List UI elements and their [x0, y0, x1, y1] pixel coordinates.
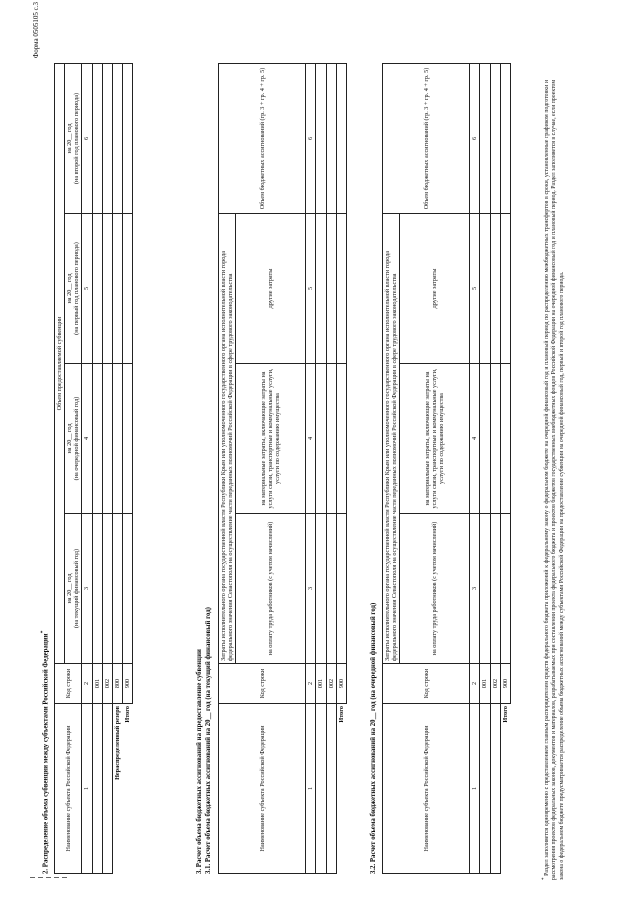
row-code: 002 — [490, 664, 500, 704]
table-cell — [122, 63, 132, 213]
rotated-document — [30, 0, 610, 880]
year-d-label: на 20__ год — [66, 123, 74, 154]
table-cell — [122, 514, 132, 664]
table-header-row — [219, 64, 236, 874]
column-header-wages: на оплату труда работников (с учетом начислений) — [400, 514, 470, 664]
column-header-code: Код строки — [55, 664, 82, 704]
row-code: 900 — [122, 664, 132, 704]
reserve-row — [112, 63, 122, 873]
table-cell — [490, 514, 500, 664]
table-cell — [112, 514, 122, 664]
table-cell — [92, 704, 102, 874]
column-number-row — [306, 64, 316, 874]
table-cell — [102, 704, 112, 874]
column-number: 3 — [306, 514, 316, 664]
column-number: 4 — [470, 364, 480, 514]
table-cell — [490, 364, 500, 514]
table-cell — [102, 63, 112, 213]
table-cell — [102, 364, 112, 514]
column-header-year-b — [65, 364, 82, 514]
column-number: 2 — [470, 664, 480, 704]
row-code: 001 — [316, 664, 326, 704]
column-header-year-c — [65, 214, 82, 364]
column-number: 5 — [306, 214, 316, 364]
table-cell — [316, 514, 326, 664]
footnote — [542, 80, 567, 880]
table-header-row — [55, 63, 65, 873]
section2-table — [54, 63, 133, 874]
table-cell — [92, 514, 102, 664]
year-d-note: (на второй год планового периода) — [73, 92, 81, 185]
table-header-row — [383, 64, 400, 874]
section31-table — [218, 63, 347, 874]
table-cell — [112, 214, 122, 364]
total-label: Итого — [501, 706, 509, 723]
total-row — [500, 64, 510, 874]
table-cell — [102, 214, 112, 364]
column-group-costs: Затраты исполнительного органа государственной власти Республики Крым или уполномоченного государственного органа исполнительной власти города федерального значения Севастополя на осуществление части переданных полномочий Российской Федерации в сфере трудового законодательства — [219, 214, 236, 664]
table-cell — [112, 364, 122, 514]
table-cell — [490, 64, 500, 214]
table-cell — [500, 364, 510, 514]
column-number-row — [470, 64, 480, 874]
year-b-label: на 20__ год — [66, 423, 74, 454]
table-cell — [326, 64, 336, 214]
column-number: 1 — [470, 704, 480, 874]
table-cell — [326, 704, 336, 874]
table-cell — [122, 214, 132, 364]
section2-title-text: 2. Распределение объема субвенции между субъектами Российской Федерации — [42, 633, 50, 874]
table-cell — [500, 514, 510, 664]
table-cell — [336, 214, 346, 364]
column-header-name: Наименование субъекта Российской Федерации — [55, 704, 82, 874]
table-cell — [112, 63, 122, 213]
column-header-material: на материальные затраты, включающие затраты на услуги связи, транспортные и коммунальные услуги, услуги по содержанию имущества — [400, 364, 470, 514]
table-cell — [326, 214, 336, 364]
column-number: 4 — [82, 364, 92, 514]
form-number: Форма 0505105 с.3 — [32, 2, 40, 59]
table-cell — [500, 64, 510, 214]
table-row — [490, 64, 500, 874]
column-number: 2 — [306, 664, 316, 704]
table-cell — [480, 364, 490, 514]
column-number: 2 — [82, 664, 92, 704]
column-number: 6 — [470, 64, 480, 214]
row-code: 800 — [112, 664, 122, 704]
subsection31-title: 3.1. Расчет объема бюджетных ассигнований на 20__ год (на текущий финансовый год) — [205, 607, 212, 874]
table-row — [326, 64, 336, 874]
table-cell — [316, 704, 326, 874]
footnote-text: Раздел заполняется одновременно с представлением главным распорядителем средств федерального бюджета приложений к федеральному закону о федеральном бюджете на очередной финансовый год и плановый период по распределению межбюджетных трансфертов в сроки, установленные графиком подготовки и рассмотрения проектов федеральных законов, документов и материалов, разрабатываемых при составлении проекта федерального бюджета и проектов бюджетов государственных внебюджетных фондов Российской Федерации на очередной финансовый год и плановый период. Раздел заполняется в случае, если проектом закона о федеральном бюджете предусматривается распределение объема бюджетных ассигнований между субъектами Российской Федерации на предоставление субвенции на очередной финансовый год, первый и второй год планового периода. — [543, 80, 565, 880]
column-header-name: Наименование субъекта Российской Федерации — [219, 704, 306, 874]
table-cell — [480, 514, 490, 664]
total-label: Итого — [123, 706, 131, 723]
table-cell — [480, 704, 490, 874]
year-c-note: (на первый год планового периода) — [73, 242, 81, 335]
table-cell — [102, 514, 112, 664]
table-cell — [92, 63, 102, 213]
table-row — [480, 64, 490, 874]
year-a-label: на 20__ год — [66, 573, 74, 604]
table-cell — [326, 514, 336, 664]
row-code: 001 — [480, 664, 490, 704]
column-number: 5 — [470, 214, 480, 364]
column-number: 3 — [470, 514, 480, 664]
table-cell — [336, 64, 346, 214]
year-b-note: (на очередной финансовый год) — [73, 396, 81, 481]
row-code: 001 — [92, 664, 102, 704]
row-code: 002 — [102, 664, 112, 704]
column-number: 3 — [82, 514, 92, 664]
total-row — [122, 63, 132, 873]
table-cell — [326, 364, 336, 514]
table-cell — [316, 214, 326, 364]
table-cell — [92, 214, 102, 364]
column-header-year-a — [65, 514, 82, 664]
column-header-total: Объем бюджетных ассигнований (гр. 3 + гр. 4 + гр. 5) — [383, 64, 470, 214]
table-cell — [92, 364, 102, 514]
row-code: 002 — [326, 664, 336, 704]
table-cell — [500, 214, 510, 364]
table-cell — [490, 214, 500, 364]
column-header-wages: на оплату труда работников (с учетом начислений) — [236, 514, 306, 664]
column-number: 5 — [82, 214, 92, 364]
subsection32-title: 3.2. Расчет объема бюджетных ассигнований на 20__ год (на очередной финансовый год) — [370, 602, 377, 874]
column-number: 6 — [82, 63, 92, 213]
column-number: 6 — [306, 64, 316, 214]
column-header-code: Код строки — [383, 664, 470, 704]
table-row — [316, 64, 326, 874]
column-number: 1 — [82, 704, 92, 874]
column-header-code: Код строки — [219, 664, 306, 704]
table-cell — [336, 514, 346, 664]
column-header-other: другие затраты — [400, 214, 470, 364]
column-header-other: другие затраты — [236, 214, 306, 364]
table-cell — [316, 64, 326, 214]
table-row — [102, 63, 112, 873]
column-header-year-d — [65, 63, 82, 213]
column-number: 4 — [306, 364, 316, 514]
table-cell — [490, 704, 500, 874]
section2-title — [40, 631, 50, 874]
column-header-material: на материальные затраты, включающие затраты на услуги связи, транспортные и коммунальные услуги, услуги по содержанию имущества — [236, 364, 306, 514]
year-c-label: на 20__ год — [66, 273, 74, 304]
footnote-mark: * — [542, 877, 547, 880]
row-code: 900 — [500, 664, 510, 704]
section32-table — [382, 63, 511, 874]
column-header-total: Объем бюджетных ассигнований (гр. 3 + гр. 4 + гр. 5) — [219, 64, 306, 214]
total-label: Итого — [337, 706, 345, 723]
section3-title: 3. Расчет объема бюджетных ассигнований на предоставление субвенции — [196, 649, 203, 874]
column-group-costs: Затраты исполнительного органа государственной власти Республики Крым или уполномоченного государственного органа исполнительной власти города федерального значения Севастополя на осуществление части переданных полномочий Российской Федерации в сфере трудового законодательства — [383, 214, 400, 664]
table-cell — [480, 214, 490, 364]
column-header-name: Наименование субъекта Российской Федерации — [383, 704, 470, 874]
section2-title-mark: * — [40, 630, 46, 634]
row-code: 900 — [336, 664, 346, 704]
reserve-label: Нераспределенный резерв — [114, 706, 121, 780]
column-group-subvention: Объем предоставляемой субвенции — [55, 63, 65, 663]
total-row — [336, 64, 346, 874]
table-cell — [316, 364, 326, 514]
table-cell — [336, 364, 346, 514]
table-cell — [480, 64, 490, 214]
table-row — [92, 63, 102, 873]
column-number-row — [82, 63, 92, 873]
column-number: 1 — [306, 704, 316, 874]
year-a-note: (на текущий финансовый год) — [73, 548, 81, 629]
table-cell — [122, 364, 132, 514]
